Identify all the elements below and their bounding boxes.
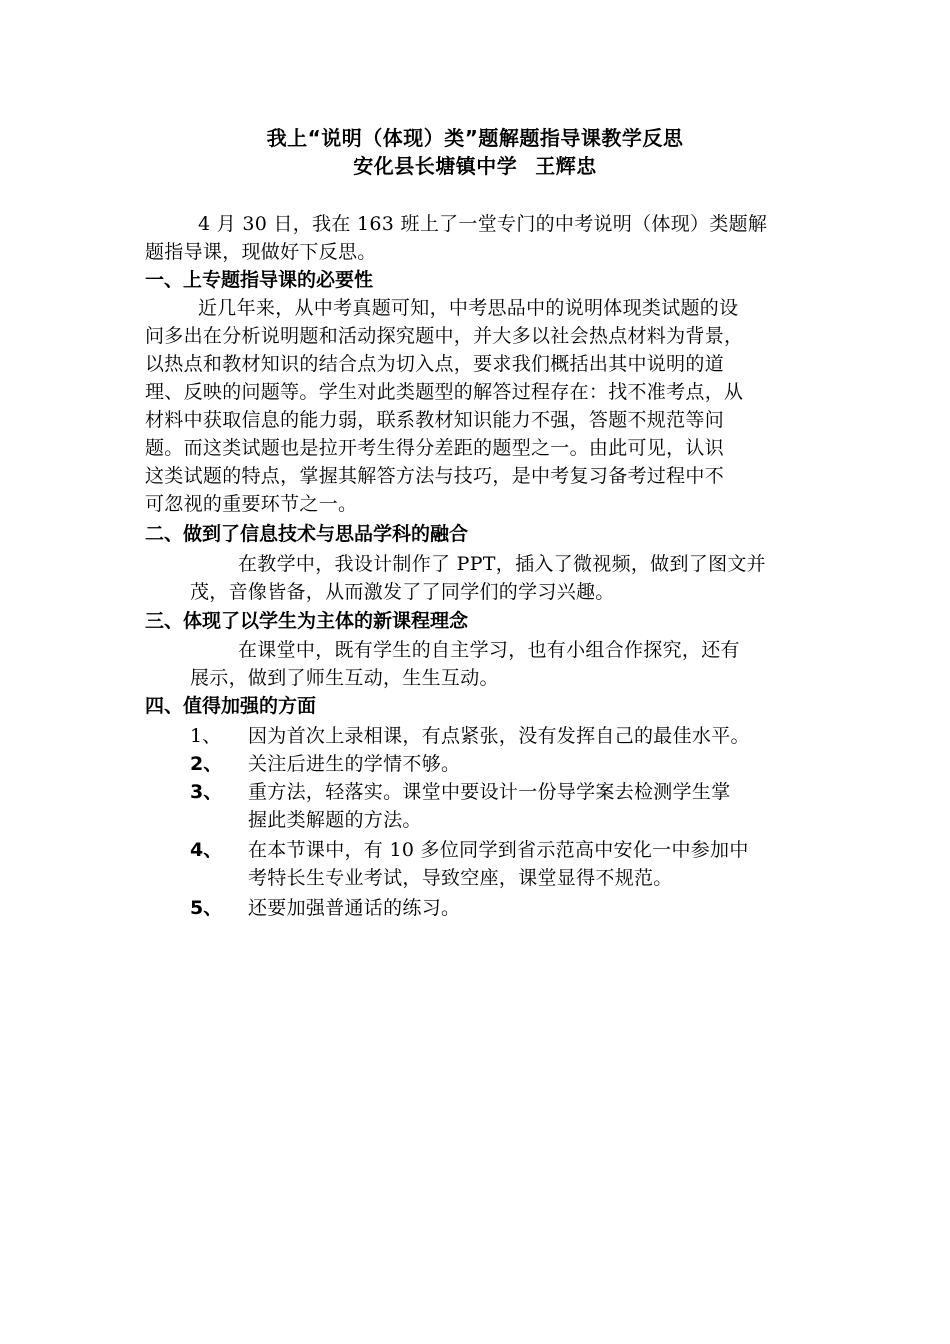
author-name: 王辉忠 [535, 154, 597, 178]
section-2-heading: 二、做到了信息技术与思品学科的融合 [145, 523, 469, 545]
list-item-text: 握此类解题的方法。 [248, 809, 422, 831]
paragraph-line: 近几年来，从中考真题可知，中考思品中的说明体现类试题的设 [198, 297, 739, 319]
list-item-text: 还要加强普通话的练习。 [248, 897, 461, 919]
list-item-text: 因为首次上录相课，有点紧张，没有发挥自己的最佳水平。 [248, 725, 750, 747]
paragraph-line: 可忽视的重要环节之一。 [145, 493, 358, 515]
paragraph-line: 展示，做到了师生互动，生生互动。 [190, 667, 499, 689]
paragraph-line: 理、反映的问题等。学生对此类题型的解答过程存在：找不准考点，从 [145, 381, 744, 403]
list-item-text: 重方法，轻落实。课堂中要设计一份导学案去检测学生掌 [248, 781, 731, 803]
paragraph-line: 材料中获取信息的能力弱，联系教材知识能力不强，答题不规范等问 [145, 409, 725, 431]
list-item-number: 4、 [190, 839, 223, 861]
paragraph-line: 问多出在分析说明题和活动探究题中，并大多以社会热点材料为背景， [145, 325, 744, 347]
paragraph-line: 以热点和教材知识的结合点为切入点，要求我们概括出其中说明的道 [145, 353, 725, 375]
author-line [0, 152, 950, 180]
intro-line-2: 题指导课，现做好下反思。 [145, 241, 377, 263]
list-item-text: 考特长生专业考试，导致空座，课堂显得不规范。 [248, 867, 673, 889]
list-item-number: 3、 [190, 781, 223, 803]
paragraph-line: 在教学中，我设计制作了 PPT，插入了微视频，做到了图文并 [238, 553, 766, 575]
paragraph-line: 茂，音像皆备，从而激发了了同学们的学习兴趣。 [190, 581, 615, 603]
list-item-text: 关注后进生的学情不够。 [248, 753, 461, 775]
list-item-text: 在本节课中，有 10 多位同学到省示范高中安化一中参加中 [248, 839, 749, 861]
section-3-heading: 三、体现了以学生为主体的新课程理念 [145, 610, 469, 632]
paragraph-line: 这类试题的特点，掌握其解答方法与技巧，是中考复习备考过程中不 [145, 465, 725, 487]
document-title: 我上“说明（体现）类”题解题指导课教学反思 [266, 126, 684, 150]
paragraph-line: 在课堂中，既有学生的自主学习，也有小组合作探究，还有 [238, 639, 740, 661]
list-item-number: 5、 [190, 897, 223, 919]
intro-line-1: 4 月 30 日，我在 163 班上了一堂专门的中考说明（体现）类题解 [198, 213, 768, 235]
list-item-number: 2、 [190, 753, 223, 775]
paragraph-line: 题。而这类试题也是拉开考生得分差距的题型之一。由此可见，认识 [145, 437, 725, 459]
school-name: 安化县长塘镇中学 [353, 154, 518, 178]
section-4-heading: 四、值得加强的方面 [145, 695, 317, 717]
list-item-number: 1、 [190, 725, 222, 747]
section-1-heading: 一、上专题指导课的必要性 [145, 269, 374, 291]
